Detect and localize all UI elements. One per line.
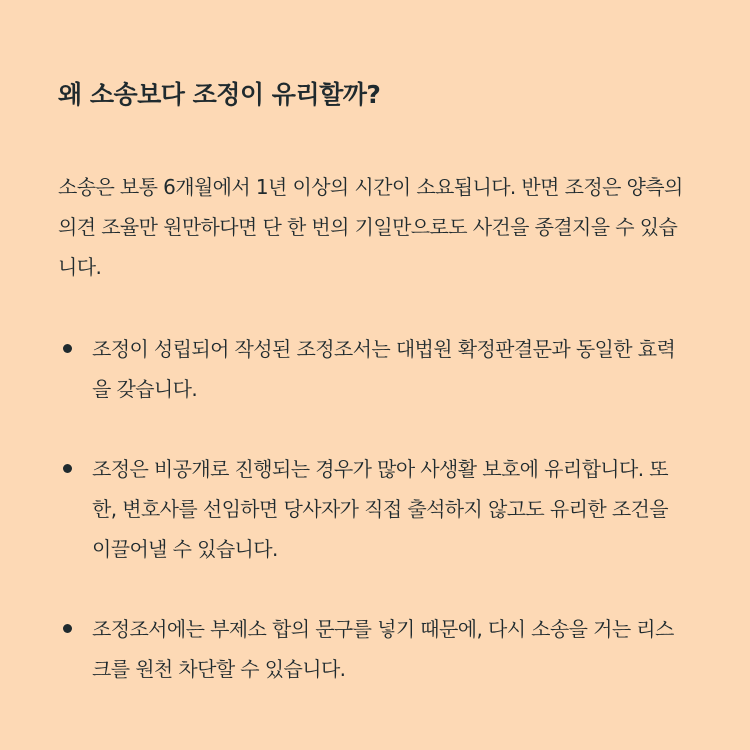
benefit-item — [58, 609, 692, 689]
benefit-list — [58, 329, 692, 689]
benefit-item — [58, 329, 692, 409]
bullet-icon — [63, 464, 72, 473]
benefit-text: 조정은 비공개로 진행되는 경우가 많아 사생활 보호에 유리합니다. 또한, 변호사를 선임하면 당사자가 직접 출석하지 않고도 유리한 조건을 이끌어낼 수 있습니다. — [92, 457, 668, 561]
benefit-text: 조정조서에는 부제소 합의 문구를 넣기 때문에, 다시 소송을 거는 리스크를 원천 차단할 수 있습니다. — [92, 617, 674, 681]
intro-paragraph: 소송은 보통 6개월에서 1년 이상의 시간이 소요됩니다. 반면 조정은 양측의 의견 조율만 원만하다면 단 한 번의 기일만으로도 사건을 종결지을 수 있습니다. — [58, 175, 683, 279]
benefit-item — [58, 449, 692, 569]
benefit-text: 조정이 성립되어 작성된 조정조서는 대법원 확정판결문과 동일한 효력을 갖습니다. — [92, 337, 676, 401]
bullet-icon — [63, 344, 72, 353]
bullet-icon — [63, 624, 72, 633]
page-title: 왜 소송보다 조정이 유리할까? — [58, 80, 381, 109]
